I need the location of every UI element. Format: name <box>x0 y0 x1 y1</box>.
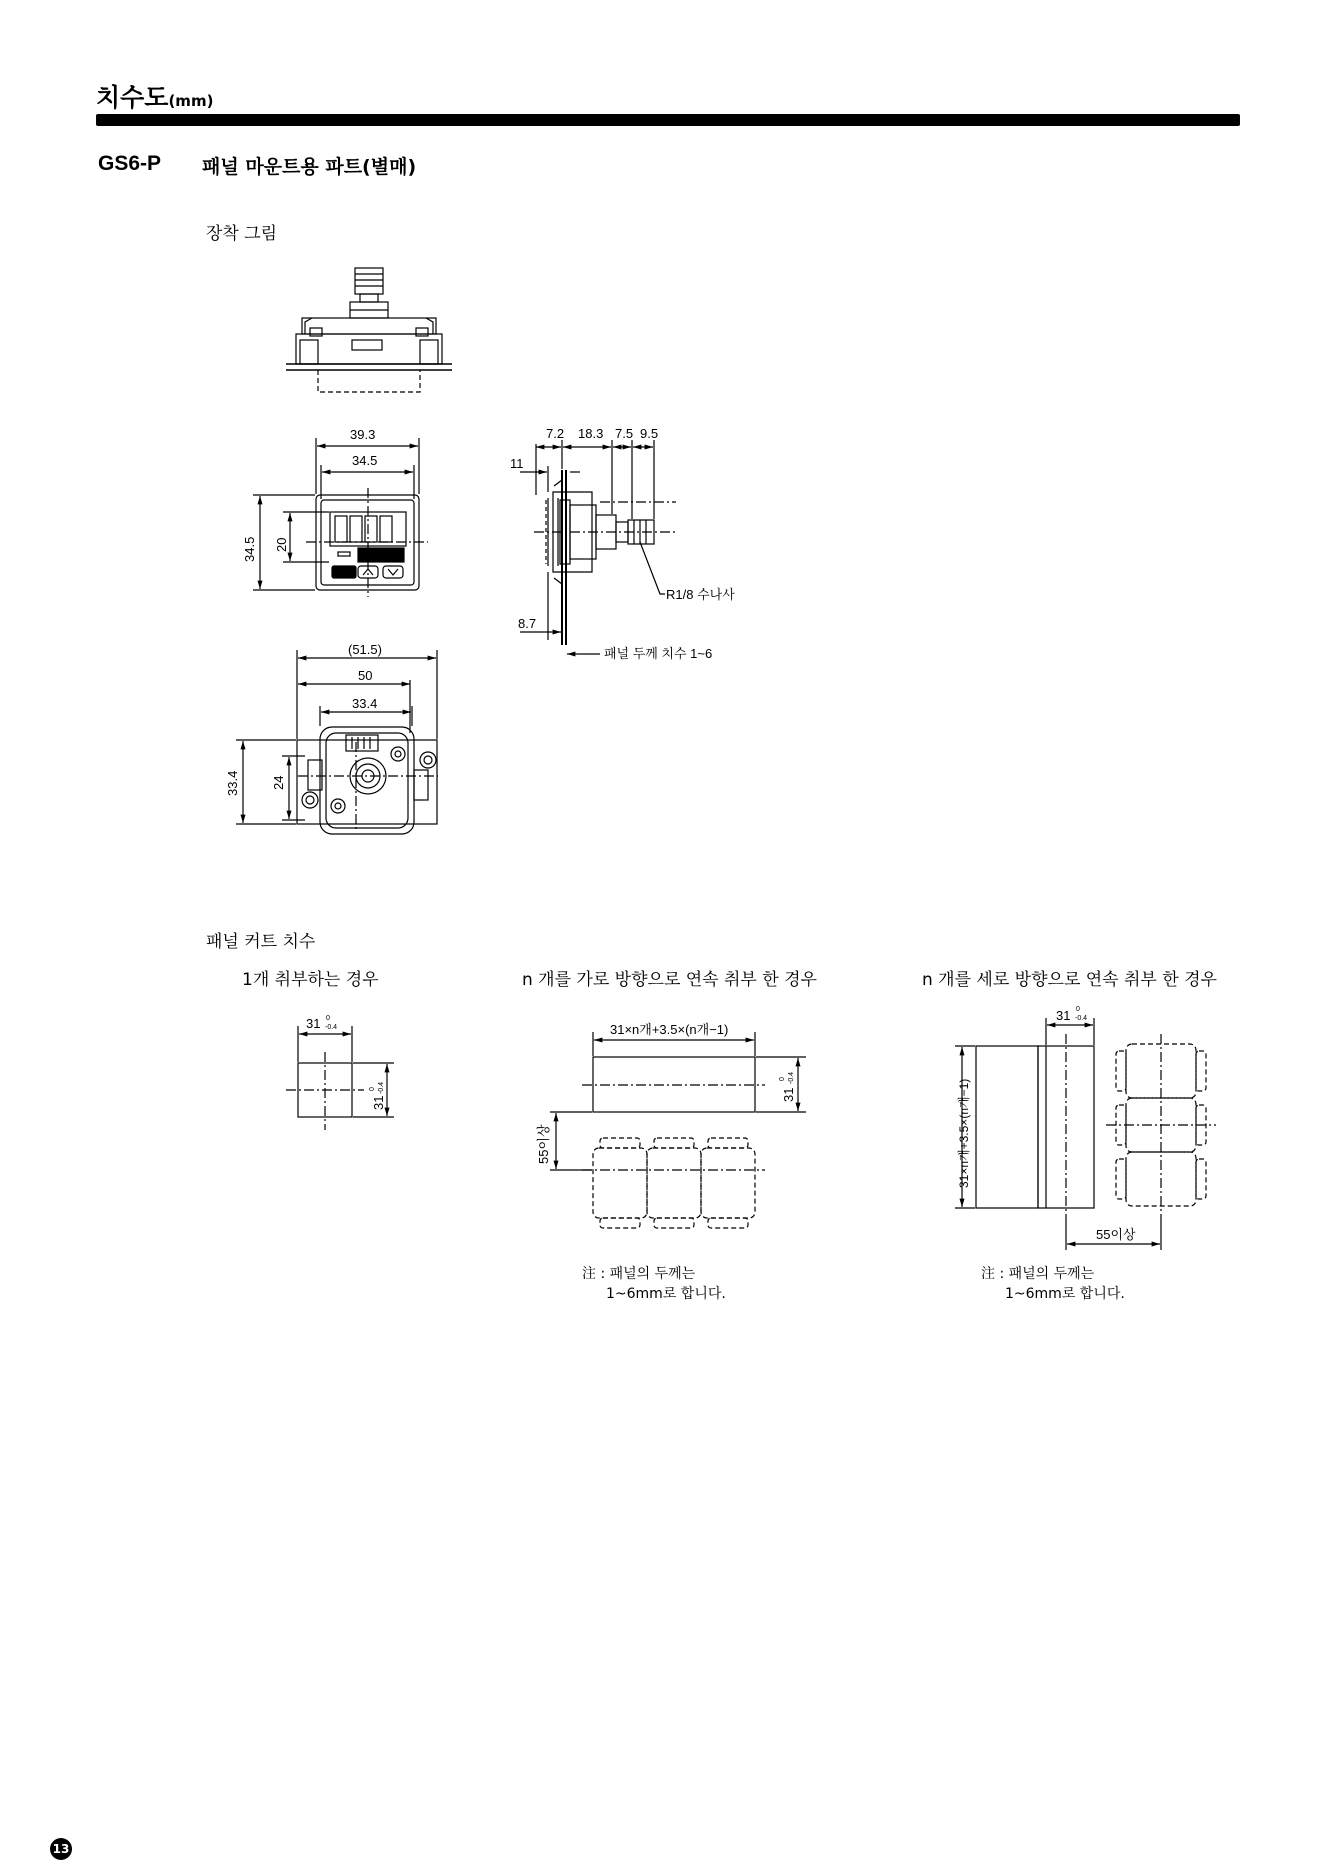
dim-side-d4: 9.5 <box>640 426 659 441</box>
horizontal-tol-lower: -0.4 <box>788 1071 795 1084</box>
horizontal-dim: 31 <box>781 1087 796 1102</box>
dim-front-inner-width: 34.5 <box>352 453 378 468</box>
title-text: 치수도 <box>96 83 169 112</box>
single-dim-vertical: 31 <box>371 1095 386 1110</box>
dim-rear-overall-width: (51.5) <box>348 642 382 657</box>
vertical-dim: 31 <box>1056 1008 1071 1023</box>
horizontal-note-line2: 1~6mm로 합니다. <box>606 1286 726 1302</box>
vertical-tol-upper: 0 <box>1076 1006 1080 1013</box>
mounting-section-title: 장착 그림 <box>206 224 278 244</box>
page-number: 13 <box>50 1838 72 1860</box>
front-view-drawing <box>253 438 428 597</box>
dim-side-d3: 7.5 <box>615 426 634 441</box>
dim-rear-width: 50 <box>358 668 373 683</box>
vertical-note-line2: 1~6mm로 합니다. <box>1005 1286 1125 1302</box>
panel-thickness-label: 패널 두께 치수 1~6 <box>604 646 713 661</box>
single-tol-upper-vertical: 0 <box>369 1087 376 1091</box>
horizontal-width-formula: 31×n개+3.5×(n개−1) <box>610 1022 729 1037</box>
single-cutout-drawing <box>286 1026 394 1130</box>
dim-rear-height: 33.4 <box>225 770 240 796</box>
dim-side-d2: 18.3 <box>578 426 604 441</box>
dim-side-d6: 8.7 <box>518 616 537 631</box>
dim-rear-inner-height: 24 <box>271 775 286 790</box>
dim-front-height: 34.5 <box>242 536 257 562</box>
dim-rear-inner-width: 33.4 <box>352 696 378 711</box>
horizontal-cutout-drawing <box>550 1032 806 1228</box>
vertical-height-formula: 31×n개+3.5×(n개−1) <box>957 1078 971 1188</box>
thread-label: R1/8 수나사 <box>666 587 735 602</box>
dim-front-outer-width: 39.3 <box>350 427 376 442</box>
side-view-drawing <box>520 440 676 654</box>
dim-side-d5: 11 <box>510 456 524 471</box>
vertical-note-line1: 注 : 패널의 두께는 <box>981 1266 1095 1282</box>
single-tol-upper: 0 <box>326 1015 330 1022</box>
dim-side-d1: 7.2 <box>546 426 565 441</box>
single-mount-title: 1개 취부하는 경우 <box>242 970 379 990</box>
single-tol-lower: -0.4 <box>325 1024 338 1031</box>
horizontal-mount-title: n 개를 가로 방향으로 연속 취부 한 경우 <box>522 970 817 990</box>
single-tol-lower-vertical: -0.4 <box>378 1081 385 1094</box>
vertical-tol-lower: -0.4 <box>1075 1015 1088 1022</box>
cutout-section-title: 패널 커트 치수 <box>206 932 316 952</box>
horizontal-spacing: 55이상 <box>536 1124 551 1164</box>
dim-front-display-height: 20 <box>274 537 289 552</box>
vertical-mount-title: n 개를 세로 방향으로 연속 취부 한 경우 <box>922 970 1217 990</box>
vertical-cutout-drawing <box>955 1018 1216 1250</box>
single-dim: 31 <box>306 1016 321 1031</box>
horizontal-note-line1: 注 : 패널의 두께는 <box>582 1266 696 1282</box>
top-view-drawing <box>286 268 452 392</box>
model-description: 패널 마운트용 파트(별매) <box>202 156 417 178</box>
vertical-spacing: 55이상 <box>1096 1227 1136 1242</box>
title-unit: (mm) <box>168 92 214 110</box>
rear-view-drawing <box>236 650 438 834</box>
model-code: GS6-P <box>98 152 162 175</box>
horizontal-tol-upper: 0 <box>779 1077 786 1081</box>
